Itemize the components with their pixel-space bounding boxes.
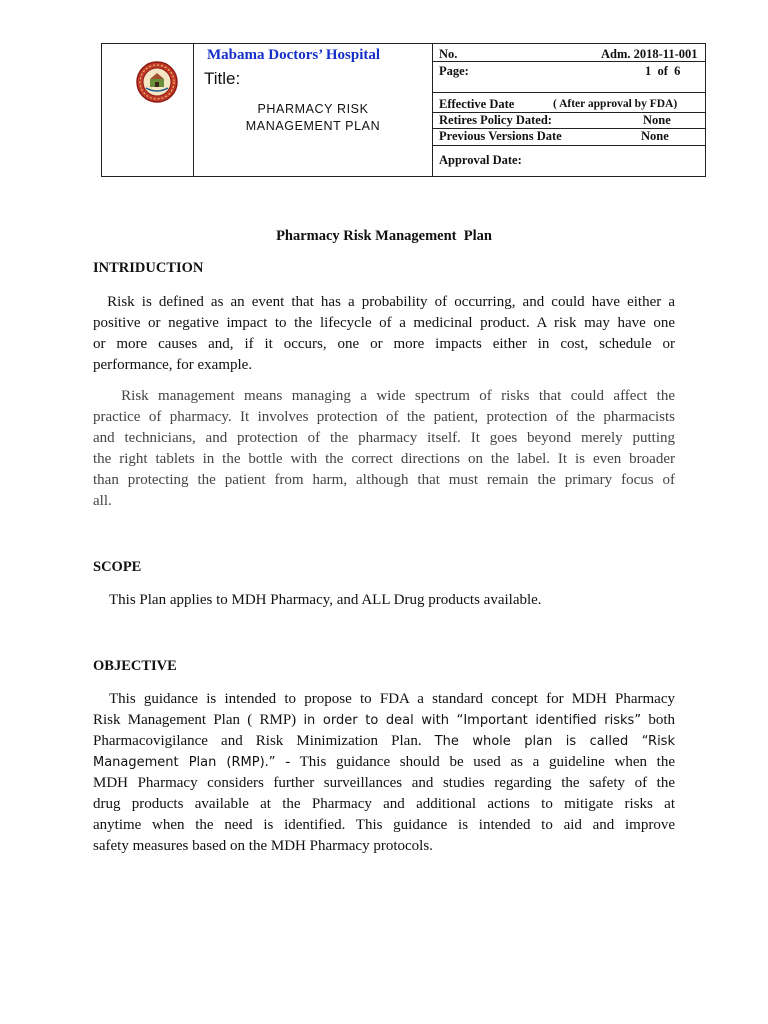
text-line: MDH Pharmacy considers further surveillances and studies regarding the safety of the: [93, 775, 675, 791]
text-line: and technicians, and protection of the pharmacy itself. It goes beyond merely putting: [93, 430, 675, 446]
document-header-table: [101, 43, 706, 177]
previous-versions-value: None: [641, 129, 669, 143]
text-segment: Management Plan (RMP).”: [93, 755, 276, 770]
previous-versions-label: Previous Versions Date: [439, 129, 562, 143]
number-label: No.: [439, 47, 458, 61]
text-line: or more causes and, if it occurs, one or more impacts either in cost, schedule or: [93, 336, 675, 352]
row-divider: [433, 145, 705, 146]
document-number-row: [439, 47, 697, 62]
metadata-cell: [433, 44, 706, 177]
text-line: [93, 752, 675, 773]
objective-paragraph: [93, 689, 675, 857]
page-label: Page:: [439, 64, 469, 78]
row-divider: [433, 92, 705, 93]
retires-policy-value: None: [643, 113, 671, 127]
text-segment: - This guidance should be used as a guideline when the: [275, 754, 675, 770]
hospital-seal-logo: [136, 60, 178, 109]
document-title: Pharmacy Risk Management Plan: [276, 228, 492, 244]
title-label: Title:: [204, 69, 241, 88]
document-title-line-2: MANAGEMENT PLAN: [245, 119, 381, 133]
text-line: This guidance is intended to propose to FDA a standard concept for MDH Pharmacy: [109, 691, 675, 707]
text-line: Risk is defined as an event that has a probability of occurring, and could have either a: [93, 294, 675, 310]
hospital-name: Mabama Doctors’ Hospital: [207, 47, 381, 63]
page-value: 1 of 6: [645, 64, 681, 78]
effective-date-value: ( After approval by FDA): [553, 98, 678, 110]
text-line: practice of pharmacy. It involves protection of the patient, protection of the pharmacists: [93, 409, 675, 425]
text-segment: Pharmacovigilance and Risk Minimization Plan.: [93, 733, 435, 749]
text-line: performance, for example.: [93, 357, 253, 373]
text-line: Risk management means managing a wide spectrum of risks that could affect the: [93, 388, 675, 404]
number-value: Adm. 2018-11-001: [601, 47, 698, 61]
previous-versions-row: [439, 129, 697, 144]
text-segment: The whole plan is called “Risk: [434, 734, 675, 749]
text-line: drug products available at the Pharmacy and additional actions to mitigate risks at: [93, 796, 675, 812]
title-cell: [194, 44, 433, 177]
text-line: all.: [93, 493, 112, 509]
introduction-heading: INTRIDUCTION: [93, 260, 204, 276]
retires-policy-label: Retires Policy Dated:: [439, 113, 552, 127]
page-row: [439, 64, 697, 79]
scope-text: This Plan applies to MDH Pharmacy, and ALL Drug products available.: [109, 592, 542, 608]
introduction-paragraph-2: [93, 386, 675, 512]
document-title-line-1: PHARMACY RISK: [257, 102, 369, 116]
row-divider: [433, 61, 705, 62]
effective-date-row: [439, 97, 697, 112]
text-line: than protecting the patient from harm, although that must remain the primary focus of: [93, 472, 675, 488]
retires-policy-row: [439, 113, 697, 128]
text-line: [93, 731, 675, 752]
approval-date-row: [439, 153, 697, 168]
text-line: positive or negative impact to the lifecycle of a medicinal product. A risk may have one: [93, 315, 675, 331]
text-line: safety measures based on the MDH Pharmacy protocols.: [93, 838, 433, 854]
text-line: anytime when the need is identified. This guidance is intended to aid and improve: [93, 817, 675, 833]
effective-date-label: Effective Date: [439, 97, 515, 111]
text-line: [93, 710, 675, 731]
logo-cell: [102, 44, 194, 177]
text-segment: both: [641, 712, 676, 728]
text-segment: Risk Management Plan ( RMP): [93, 712, 304, 728]
approval-date-label: Approval Date:: [439, 153, 522, 167]
text-line: the right tablets in the bottle with the correct directions on the label. It is even broader: [93, 451, 675, 467]
scope-heading: SCOPE: [93, 559, 142, 575]
text-segment: in order to deal with “Important identified risks”: [303, 713, 642, 728]
introduction-paragraph-1: [93, 292, 675, 376]
objective-heading: OBJECTIVE: [93, 658, 177, 674]
